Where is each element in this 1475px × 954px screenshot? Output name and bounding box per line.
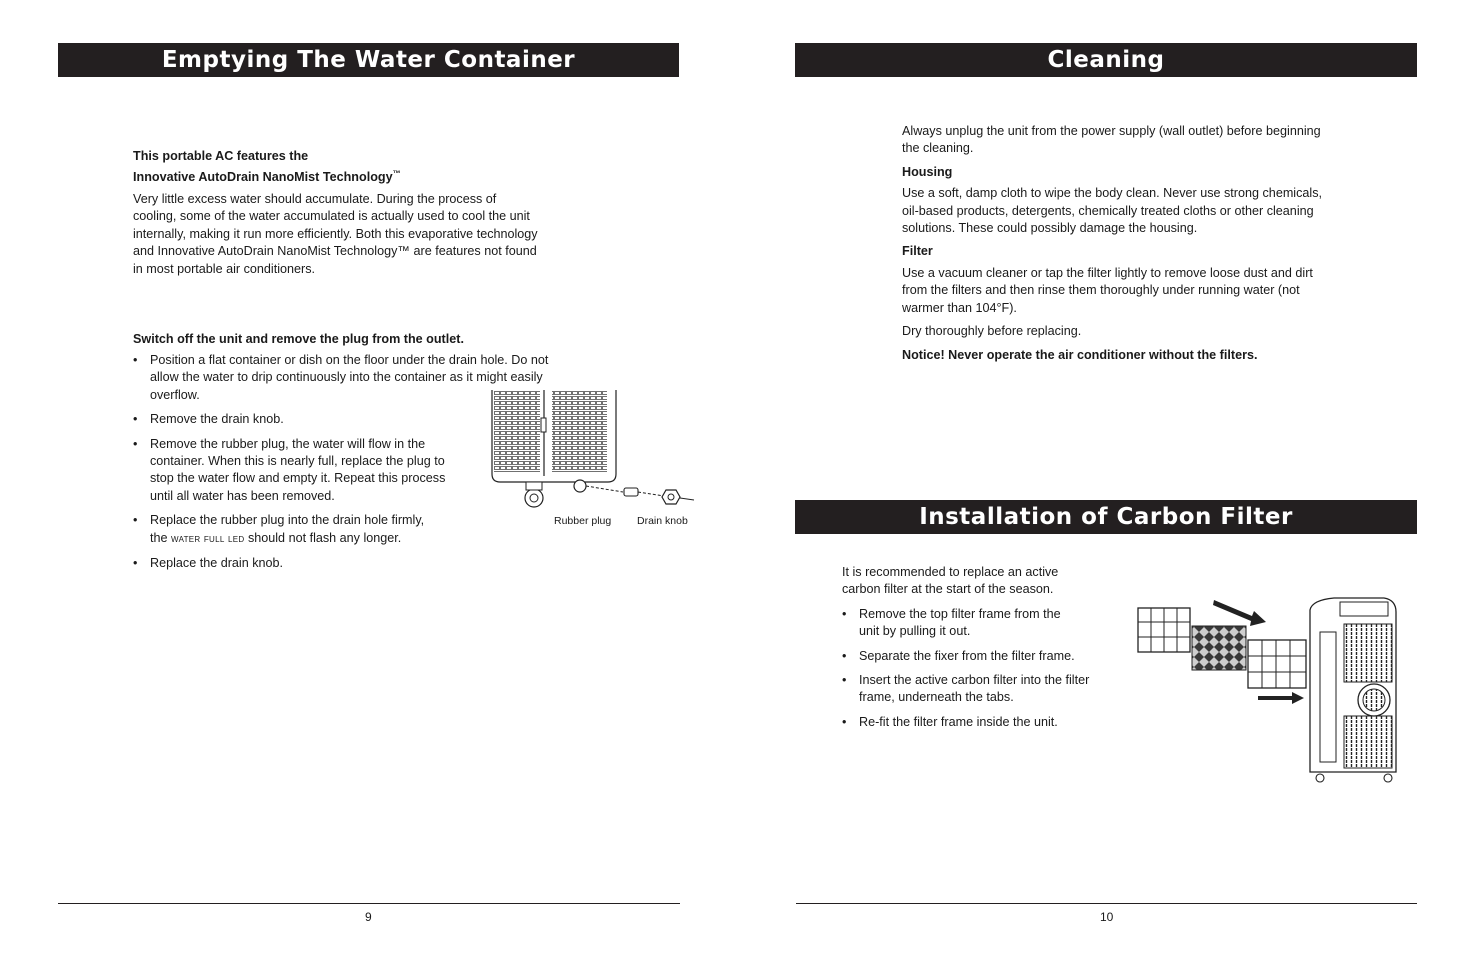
drain-hole	[574, 480, 586, 492]
carbon-step-4-text: Re-fit the filter frame inside the unit.	[859, 714, 1058, 729]
side-grill-left	[494, 390, 540, 472]
footer-rule-left	[58, 903, 680, 904]
notice-note: Notice! Never operate the air conditioner without the filters.	[902, 348, 1258, 363]
intro-heading-2	[133, 165, 543, 187]
arrow-down-right	[1213, 600, 1266, 626]
caption-drain-knob: Drain knob	[637, 515, 688, 527]
carbon-step-1	[842, 606, 1079, 641]
carbon-step-2-text: Separate the fixer from the filter frame.	[859, 648, 1075, 663]
dry-note: Dry thoroughly before replacing.	[902, 324, 1082, 339]
carbon-pad-shape	[1192, 626, 1246, 670]
side-grill-right	[552, 390, 607, 472]
carbon-intro: It is recommended to replace an active carbon filter at the start of the season.	[842, 565, 1059, 597]
page-number-left: 9	[365, 910, 372, 924]
intro-body: Very little excess water should accumulate. During the process of cooling, some of the water accumulated is actually used to cool the unit internally, making it run more efficiently. Both this evaporative technology and Innovative AutoDrain NanoMist Technology™ are features not found in most portable air conditioners.	[133, 192, 538, 276]
intro-heading-2-text: Innovative AutoDrain NanoMist Technology	[133, 170, 393, 185]
rubber-plug-shape	[624, 488, 638, 496]
switch-off-heading: Switch off the unit and remove the plug from the outlet.	[133, 332, 464, 346]
step-4	[133, 512, 470, 548]
step-4-pre: the	[150, 530, 168, 545]
filter-heading: Filter	[902, 244, 933, 259]
drain-illustration	[488, 386, 698, 514]
intro-heading-1: This portable AC features the	[133, 149, 309, 163]
arrow-right	[1258, 692, 1304, 704]
step-2-text: Remove the drain knob.	[150, 412, 284, 427]
trademark: ™	[392, 169, 401, 179]
caption-rubber-plug: Rubber plug	[554, 515, 612, 527]
step-5	[133, 555, 470, 572]
carbon-filter-illustration	[1134, 592, 1404, 792]
carbon-step-3-text: Insert the active carbon filter into the filter frame, underneath the tabs.	[859, 673, 1090, 705]
page-number-right: 10	[1100, 910, 1114, 924]
carbon-step-4	[842, 714, 1107, 731]
fixer-shape	[1248, 640, 1306, 688]
page-title-emptying: Emptying The Water Container	[58, 43, 679, 77]
carbon-steps-list	[842, 606, 1107, 731]
carbon-step-1-text: Remove the top filter frame from the unit by pulling it out.	[859, 606, 1061, 639]
carbon-section	[842, 564, 1107, 738]
step-4-post: should not flash any longer.	[247, 530, 402, 545]
step-3-text: Remove the rubber plug, the water will flow in the container. When this is nearly full, replace the plug to stop the water flow and empty it. Repeat this process until all water has been removed.	[150, 436, 446, 503]
filter-frame-shape	[1138, 608, 1190, 652]
filter-body: Use a vacuum cleaner or tap the filter lightly to remove loose dust and dirt from the filters and then rinse them thoroughly under running water (not warmer than 104°F).	[902, 265, 1313, 315]
drain-knob-shape	[662, 490, 680, 504]
page-title-cleaning: Cleaning	[795, 43, 1417, 77]
caster-wheel	[525, 489, 543, 507]
unplug-note: Always unplug the unit from the power supply (wall outlet) before beginning the cleaning.	[902, 124, 1321, 156]
carbon-step-2	[842, 648, 1107, 665]
ac-unit-shape	[1310, 598, 1396, 782]
step-4-text: Replace the rubber plug into the drain hole firmly,	[150, 513, 425, 528]
cleaning-section	[902, 123, 1332, 365]
housing-body: Use a soft, damp cloth to wipe the body clean. Never use strong chemicals, oil-based products, detergents, chemically treated cloths or other cleaning solutions. These could possibly damage the housing.	[902, 186, 1323, 236]
water-full-led-label: water full led	[171, 532, 245, 545]
intro-section	[133, 148, 543, 278]
housing-heading: Housing	[902, 164, 953, 179]
step-5-text: Replace the drain knob.	[150, 556, 284, 571]
step-1-text: Position a flat container or dish on the floor under the drain hole. Do not allow the water to drip continuously into the container as it might easily overflow.	[150, 353, 549, 402]
step-2	[133, 411, 480, 428]
footer-rule-right	[796, 903, 1417, 904]
section-title-carbon-filter: Installation of Carbon Filter	[795, 500, 1417, 534]
carbon-step-3	[842, 672, 1099, 707]
step-3	[133, 436, 470, 506]
